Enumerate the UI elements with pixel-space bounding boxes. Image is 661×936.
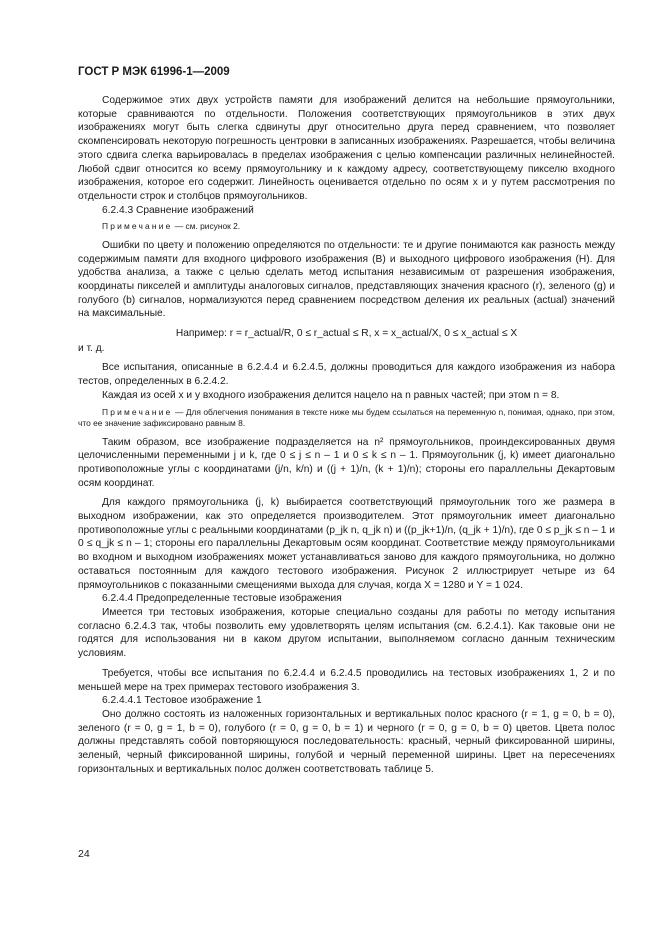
paragraph: Требуется, чтобы все испытания по 6.2.4.4 и 6.2.4.5 проводились на тестовых изображениях 1, 2 и по меньшей мере на трех примерах тестового изображения 3. bbox=[78, 667, 615, 693]
section-heading-6-2-4-4: 6.2.4.4 Предопределенные тестовые изображения bbox=[102, 593, 342, 605]
paragraph: Таким образом, все изображение подразделяется на n² прямоугольников, проиндексированных двумя целочисленными переменными j и k, где 0 ≤ j ≤ n – 1 и 0 ≤ k ≤ n – 1. Прямоугольник (j, k) имеет диагонально противоположные углы с координатами (j/n, k/n) и ((j + 1)/n, (k + 1)/n); стороны его параллельны Декартовым осям координат. bbox=[78, 436, 615, 489]
note-label: Примечание bbox=[102, 406, 173, 417]
paragraph: Все испытания, описанные в 6.2.4.4 и 6.2.4.5, должны проводиться для каждого изображения из набора тестов, определенных в 6.2.4.2. bbox=[78, 362, 615, 388]
note-label: Примечание bbox=[102, 221, 173, 232]
paragraph: Для каждого прямоугольника (j, k) выбирается соответствующий прямоугольник того же размера в выходном изображении, как это определяется производителем. Этот прямоугольник имеет диагонально противоположные углы с реальными координатами (p_jk n, q_jk n) и ((p_jk+1)/n, (q_jk + 1)/n), где 0 ≤ p_jk ≤ n – 1 и 0 ≤ q_jk ≤ n – 1; стороны его параллельны Декартовым осям координат. Соответствие между прямоугольниками во входном и выходном изображениях может устанавливаться заново для каждого прямоугольника, но должно оставаться постоянным для каждого тестового изображения. Рисунок 2 иллюстрирует четыре из 64 прямоугольников с показанными смещениями выхода для случая, когда X = 1280 и Y = 1 024. bbox=[78, 497, 615, 591]
paragraph: Ошибки по цвету и положению определяются по отдельности: те и другие понимаются как разность между содержимым памяти для входного цифрового изображения (B) и выходного цифрового изображения (H). Для удобства анализа, а также с целью сделать метод испытания независимым от разрешения изображения, координаты пикселей и амплитуды аналоговых сигналов, представляющих значения красного (r), зеленого (g) и голубого (b) сигналов, нормализуются перед сравнением посредством деления их реальных (actual) значений на максимальные. bbox=[78, 239, 615, 320]
page-number: 24 bbox=[78, 848, 90, 860]
note-text: — см. рисунок 2. bbox=[172, 221, 241, 232]
document-body bbox=[78, 94, 615, 776]
note-text: — Для облегчения понимания в тексте ниже мы будем ссылаться на переменную n, понимая, однако, при этом, что ее значение зафиксировано равным 8. bbox=[78, 406, 615, 429]
note bbox=[78, 407, 615, 430]
note bbox=[78, 221, 615, 233]
paragraph: Содержимое этих двух устройств памяти для изображений делится на небольшие прямоугольники, которые сравниваются по отдельности. Положения соответствующих прямоугольников в этих двух изображениях могут быть слегка сдвинуты друг относительно друга перед сравнением, что позволяет скомпенсировать некоторую погрешность центровки в записанных изображениях. Разрешается, чтобы величина этого сдвига слегка варьировалась в пределах изображения с целью компенсации различных нелинейностей. Любой сдвиг относится ко всему прямоугольнику и к каждому адресу, соответствующему пикселю входного изображения, которое его содержит. Линейность оценивается отдельно по осям x и y путем рассмотрения по отдельности строк и столбцов прямоугольников. bbox=[78, 95, 615, 202]
formula: Например: r = r_actual/R, 0 ≤ r_actual ≤ R, x = x_actual/X, 0 ≤ x_actual ≤ X bbox=[175, 328, 518, 340]
paragraph: Оно должно состоять из наложенных горизонтальных и вертикальных полос красного (r = 1, g = 0, b = 0), зеленого (r = 0, g = 1, b = 0), голубого (r = 0, g = 0, b = 1) и черного (r = 0, g = 0, b = 0) цветов. Цвета полос должны представлять собой повторяющуюся последовательность: красный, черный фиксированной ширины, зеленый, черный фиксированной ширины, голубой и черный переменной ширины. Цвет на пересечениях горизонтальных и вертикальных полос должен соответствовать таблице 5. bbox=[78, 708, 615, 775]
section-heading-6-2-4-4-1: 6.2.4.4.1 Тестовое изображение 1 bbox=[102, 695, 262, 707]
section-heading-6-2-4-3: 6.2.4.3 Сравнение изображений bbox=[102, 204, 254, 216]
document-header: ГОСТ Р МЭК 61996-1—2009 bbox=[78, 66, 230, 78]
paragraph: Каждая из осей x и y входного изображения делится нацело на n равных частей; при этом n = 8. bbox=[102, 389, 560, 401]
paragraph-etc: и т. д. bbox=[78, 342, 105, 354]
paragraph: Имеется три тестовых изображения, которые специально созданы для работы по методу испытания согласно 6.2.4.3 так, чтобы позволить ему удовлетворять целям испытания (см. 6.2.4.1). Как таковые они не годятся для использования ни в каком другом испытании, выполняемом согласно данным техническим условиям. bbox=[78, 607, 615, 660]
